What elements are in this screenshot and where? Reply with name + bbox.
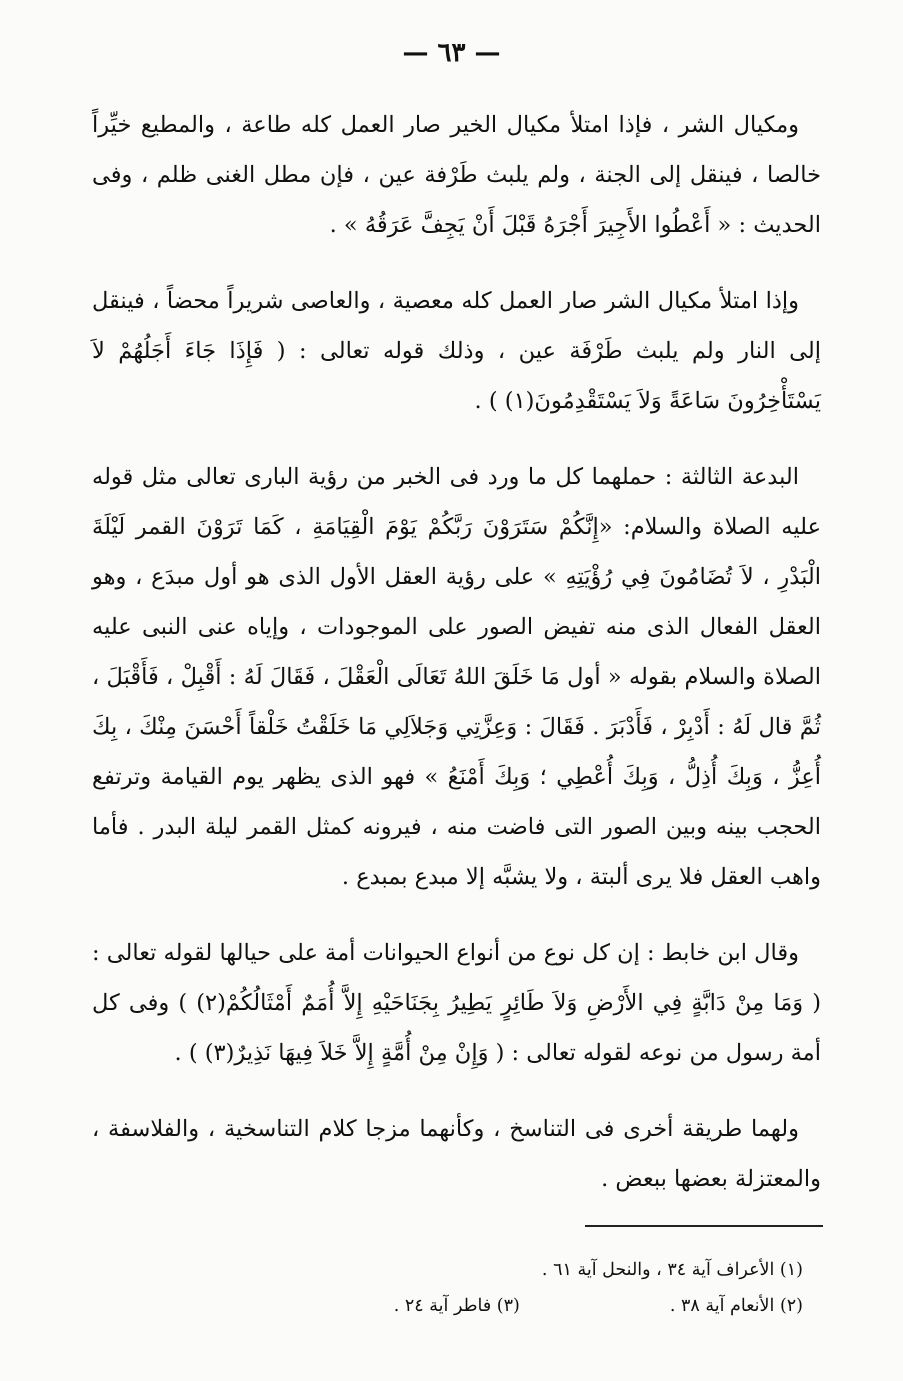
paragraph-4: وقال ابن خابط : إن كل نوع من أنواع الحيوانات أمة على حيالها لقوله تعالى : ( وَمَا مِنْ دَابَّةٍ فِي الأَرْضِ وَلاَ طَائِرٍ يَطِيرُ بِجَنَاحَيْهِ إِلاَّ أُمَمٌ أَمْثَالُكُمْ(٢) ) وفى كل أمة رسول من نوعه لقوله تعالى : ( وَإِنْ مِنْ أُمَّةٍ إِلاَّ خَلاَ فِيهَا نَذِيرٌ(٣) ) . — [92, 940, 821, 1066]
paragraph-1: ومكيال الشر ، فإذا امتلأ مكيال الخير صار العمل كله طاعة ، والمطيع خيِّراً خالصا ، فينقل إلى الجنة ، ولم يلبث طَرْفة عين ، فإن مطل الغنى ظلم ، وفى الحديث : « أَعْطُوا الأَجِيرَ أَجْرَهُ قَبْلَ أَنْ يَجِفَّ عَرَقُهُ » . — [92, 112, 821, 238]
footnote-3: (٣) فاطر آية ٢٤ . — [393, 1296, 520, 1316]
paragraph-3: البدعة الثالثة : حملهما كل ما ورد فى الخبر من رؤية البارى تعالى مثل قوله عليه الصلاة والسلام: «إِنَّكُمْ سَتَرَوْنَ رَبَّكُمْ يَوْمَ الْقِيَامَةِ ، كَمَا تَرَوْنَ القمر لَيْلَةَ الْبَدْرِ ، لاَ تُضَامُونَ فِي رُؤْيَتِهِ » على رؤية العقل الأول الذى هو أول مبدَع ، وهو العقل الفعال الذى منه تفيض الصور على الموجودات ، وإياه عنى النبى عليه الصلاة والسلام بقوله « أول مَا خَلَقَ اللهُ تَعَالَى الْعَقْلَ ، فَقَالَ لَهُ : أَقْبِلْ ، فَأَقْبَلَ ، ثُمَّ قال لَهُ : أَدْبِرْ ، فَأَدْبَرَ . فَقَالَ : وَعِزَّتِي وَجَلاَلِي مَا خَلَقْتُ خَلْقاً أَحْسَنَ مِنْكَ ، بِكَ أُعِزُّ ، وَبِكَ أُذِلُّ ، وَبِكَ أُعْطِي ؛ وَبِكَ أَمْنَعُ » فهو الذى يظهر يوم القيامة وترتفع الحجب بينه وبين الصور التى فاضت منه ، فيرونه كمثل القمر ليلة البدر . فأما واهب العقل فلا يرى ألبتة ، ولا يشبَّه إلا مبدع بمبدع . — [92, 464, 821, 890]
paragraph-2: وإذا امتلأ مكيال الشر صار العمل كله معصية ، والعاصى شريراً محضاً ، فينقل إلى النار ولم يلبث طَرْفَة عين ، وذلك قوله تعالى : ( فَإِذَا جَاءَ أَجَلُهُمْ لاَ يَسْتَأْخِرُونَ سَاعَةً وَلاَ يَسْتَقْدِمُونَ(١) ) . — [92, 288, 821, 414]
footnote-row-2 — [100, 1288, 803, 1324]
main-text — [92, 100, 821, 1230]
footnote-1: (١) الأعراف آية ٣٤ ، والنحل آية ٦١ . — [541, 1260, 803, 1280]
footnotes — [100, 1252, 803, 1324]
footnote-row-1 — [100, 1252, 803, 1288]
paragraph-5: ولهما طريقة أخرى فى التناسخ ، وكأنهما مزجا كلام التناسخية ، والفلاسفة ، والمعتزلة بعضها ببعض . — [92, 1116, 821, 1192]
footnote-divider — [585, 1225, 823, 1227]
page-number: — ٦٣ — — [402, 38, 501, 68]
footnote-2: (٢) الأنعام آية ٣٨ . — [669, 1296, 803, 1316]
